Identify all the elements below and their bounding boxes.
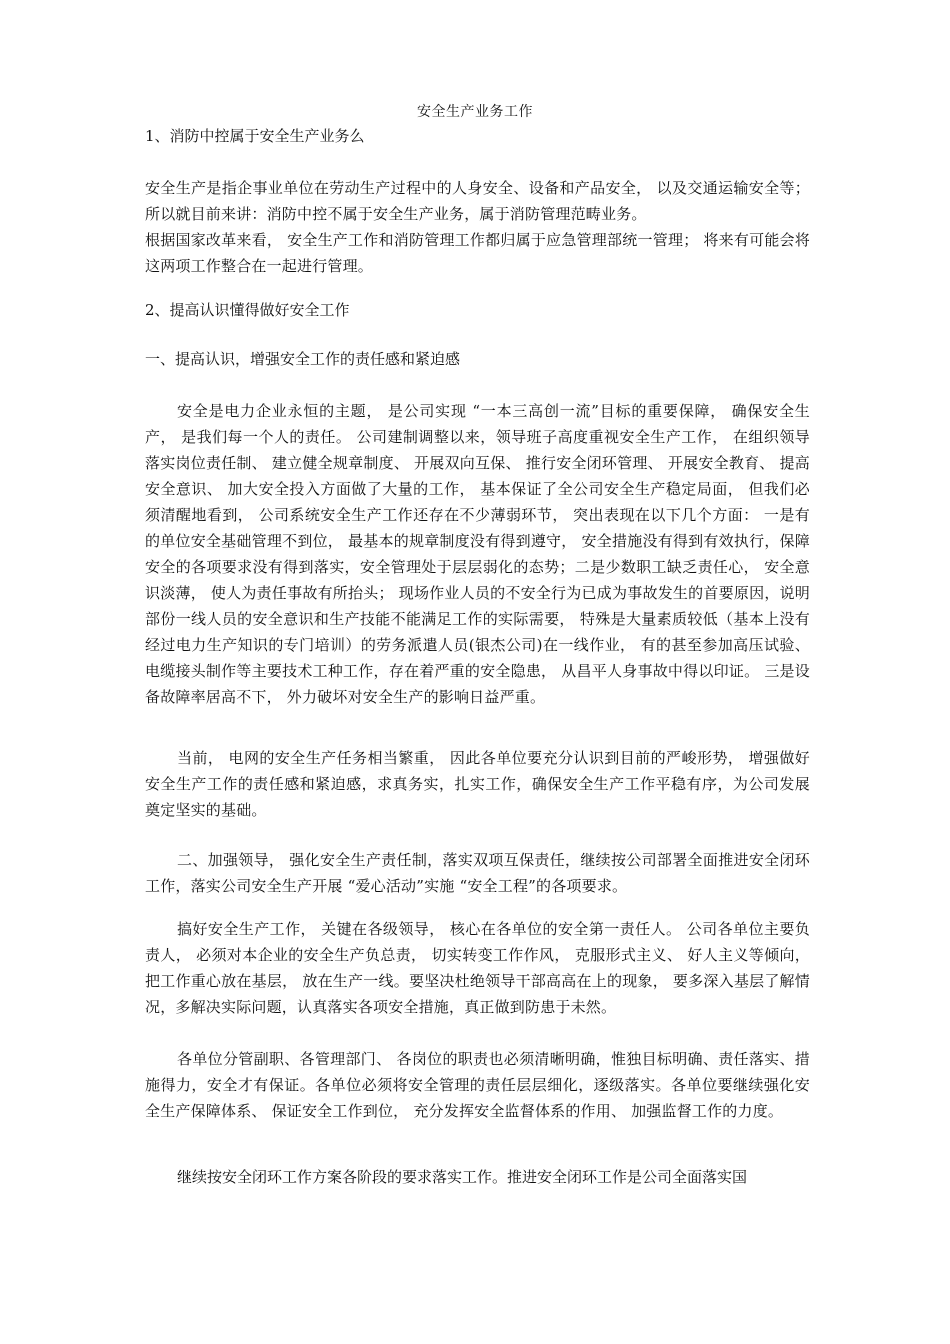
document-title: 安全生产业务工作 [417,104,533,120]
question-2-heading: 2、提高认识懂得做好安全工作 [145,301,350,319]
paragraph-responsibility: 各单位分管副职、各管理部门、 各岗位的职责也必须清晰明确，惟独目标明确、责任落实、措施得力，安全才有保证。各单位必须将安全管理的责任层层细化，逐级落实。各单位要继续强化安全生产保障体系、 保证安全工作到位， 充分发挥安全监督体系的作用、 加强监督工作的力度。 [145,1050,810,1120]
paragraph-safety-theme: 安全是电力企业永恒的主题， 是公司实现 “一本三高创一流”目标的重要保障， 确保安全生产， 是我们每一个人的责任。 公司建制调整以来，领导班子高度重视安全生产工作， 在组织领导落实岗位责任制、 建立健全规章制度、 开展双向互保、 推行安全闭环管理、 开展安全教育、 提高安全意识、 加大安全投入方面做了大量的工作， 基本保证了全公司安全生产稳定局面， 但我们必须清醒地看到， 公司系统安全生产工作还存在不少薄弱环节， 突出表现在以下几个方面： 一是有的单位安全基础管理不到位， 最基本的规章制度没有得到遵守， 安全措施没有得到有效执行，保障安全的各项要求没有得到落实，安全管理处于层层弱化的态势；二是少数职工缺乏责任心， 安全意识淡薄， 使人为责任事故有所抬头； 现场作业人员的不安全行为已成为事故发生的首要原因，说明部份一线人员的安全意识和生产技能不能满足工作的实际需要， 特殊是大量素质较低（基本上没有经过电力生产知识的专门培训）的劳务派遣人员(银杰公司)在一线作业， 有的甚至参加高压试验、 电缆接头制作等主要技术工种工作，存在着严重的安全隐患， 从昌平人身事故中得以印证。 三是设备故障率居高不下， 外力破坏对安全生产的影响日益严重。 [145,402,810,706]
paragraph-closed-loop: 继续按安全闭环工作方案各阶段的要求落实工作。推进安全闭环工作是公司全面落实国 [177,1168,748,1186]
q1-paragraph-definition: 安全生产是指企事业单位在劳动生产过程中的人身安全、设备和产品安全， 以及交通运输安全等；所以就目前来讲：消防中控不属于安全生产业务，属于消防管理范畴业务。 [145,179,810,223]
q1-paragraph-reform: 根据国家改革来看， 安全生产工作和消防管理工作都归属于应急管理部统一管理； 将来有可能会将这两项工作整合在一起进行管理。 [145,231,810,275]
paragraph-leadership: 搞好安全生产工作， 关键在各级领导， 核心在各单位的安全第一责任人。 公司各单位主要负责人， 必须对本企业的安全生产负总责， 切实转变工作作风， 克服形式主义、 好人主义等倾向，把工作重心放在基层， 放在生产一线。要坚决杜绝领导干部高高在上的现象， 要多深入基层了解情况，多解决实际问题，认真落实各项安全措施，真正做到防患于未然。 [145,920,810,1016]
paragraph-current-situation: 当前， 电网的安全生产任务相当繁重， 因此各单位要充分认识到目前的严峻形势， 增强做好安全生产工作的责任感和紧迫感，求真务实，扎实工作，确保安全生产工作平稳有序，为公司发展奠定坚实的基础。 [145,749,810,819]
section-1-heading: 一、提高认识，增强安全工作的责任感和紧迫感 [145,350,461,368]
section-2-paragraph: 二、加强领导， 强化安全生产责任制，落实双项互保责任，继续按公司部署全面推进安全闭环工作，落实公司安全生产开展 “爱心活动”实施 “安全工程”的各项要求。 [145,851,810,895]
question-1-heading: 1、消防中控属于安全生产业务么 [145,127,365,145]
